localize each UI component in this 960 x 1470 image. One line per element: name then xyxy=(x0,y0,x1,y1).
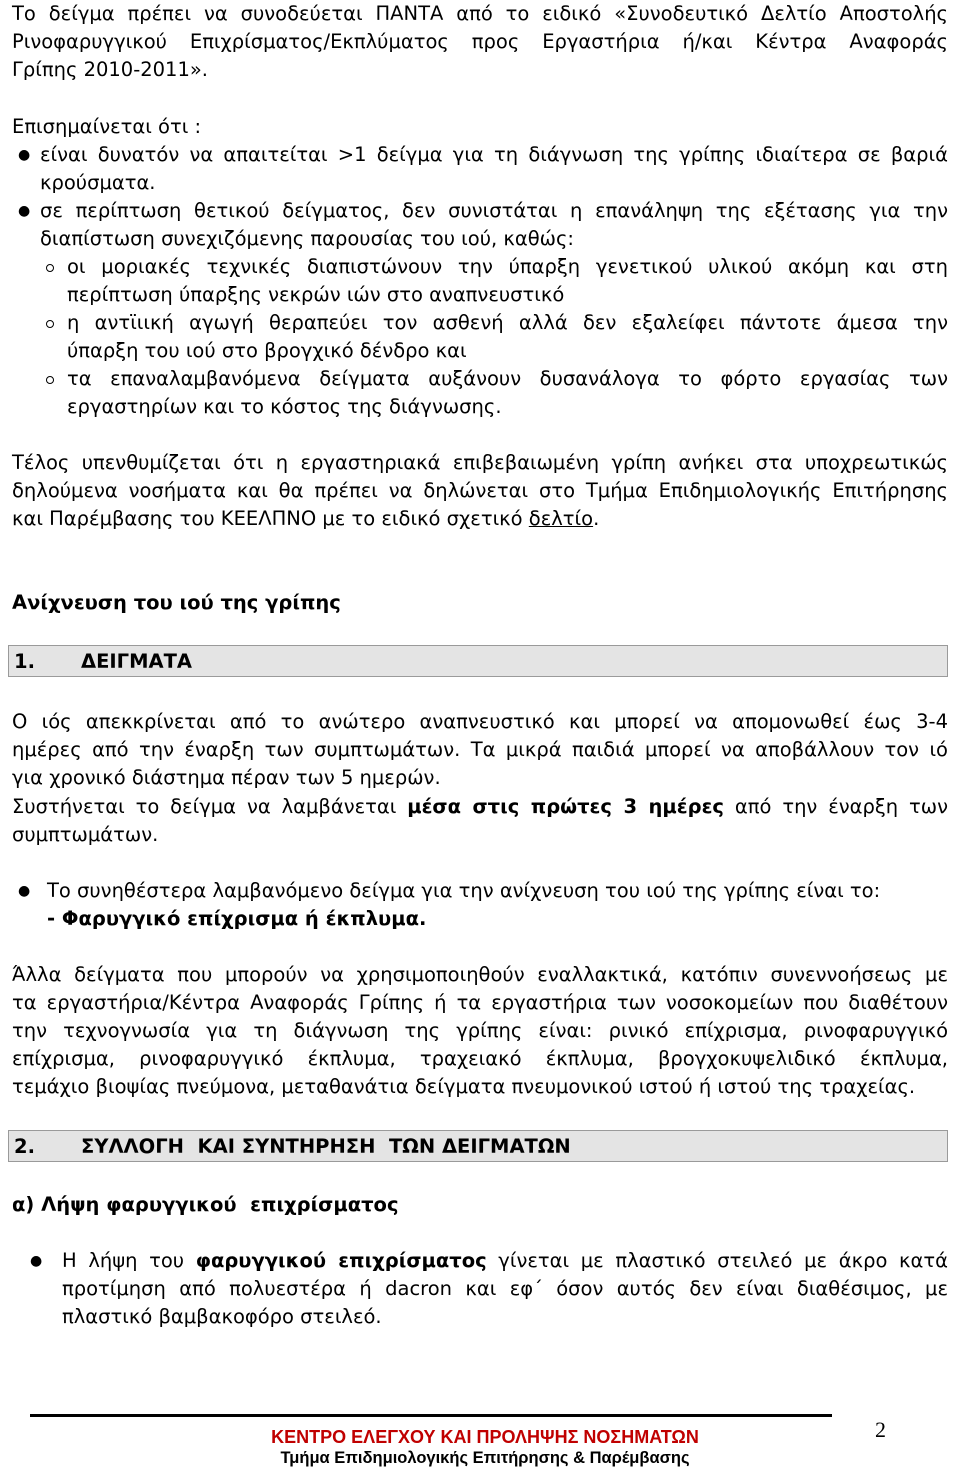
bullet-line: Το συνηθέστερα λαμβανόμενο δείγμα για την ανίχνευση του ιού της γρίπης είναι το: xyxy=(47,879,881,902)
bullet-icon: ● xyxy=(18,147,31,163)
bullet-icon: ● xyxy=(30,1253,43,1269)
paragraph-line: Ο ιός απεκκρίνεται από το ανώτερο αναπνευστικό και μπορεί να απομονωθεί έως 3-4 xyxy=(12,710,948,733)
bullet-line: πλαστικό βαμβακοφόρο στειλεό. xyxy=(62,1305,382,1328)
paragraph-line: τα εργαστήρια/Κέντρα Αναφοράς Γρίπης ή τα εργαστήρια των νοσοκομείων που διαθέτουν xyxy=(12,991,948,1014)
reminder-text: . xyxy=(593,507,600,530)
reminder-line: δηλούμενα νοσήματα και θα πρέπει να δηλώνεται στο Τμήμα Επιδημιολογικής Επιτήρησης xyxy=(12,479,948,502)
sub-bullet: περίπτωση ύπαρξης νεκρών ιών στο αναπνευστικό xyxy=(67,283,565,306)
sub-bullet: εργαστηρίων και το κόστος της διάγνωσης. xyxy=(67,395,502,418)
sub-bullet: τα επαναλαμβανόμενα δείγματα αυξάνουν δυσανάλογα το φόρτο εργασίας των xyxy=(67,367,948,390)
notice-heading: Επισημαίνεται ότι : xyxy=(12,115,202,138)
sub-bullet: η αντϊιική αγωγή θεραπεύει τον ασθενή αλλά δεν εξαλείφει πάντοτε άμεσα την xyxy=(67,311,948,334)
notice-bullet: διαπίστωση συνεχιζόμενης παρουσίας του ιού, καθώς: xyxy=(40,227,575,250)
bullet-line-bold: - Φαρυγγικό επίχρισμα ή έκπλυμα. xyxy=(47,907,427,930)
paragraph-text: από την έναρξη των xyxy=(724,795,948,818)
paragraph-line: συμπτωμάτων. xyxy=(12,823,159,846)
section-heading: ΔΕΙΓΜΑΤΑ xyxy=(81,650,192,673)
intro-line: Ρινοφαρυγγικού Επιχρίσματος/Εκπλύματος προς Εργαστήρια ή/και Κέντρα Αναφοράς xyxy=(12,30,948,53)
reminder-text: και Παρέμβασης του ΚΕΕΛΠΝΟ με το ειδικό σχετικό xyxy=(12,507,529,530)
reminder-line xyxy=(12,507,599,531)
reminder-line: Τέλος υπενθυμίζεται ότι η εργαστηριακά επιβεβαιωμένη γρίπη ανήκει στα υποχρεωτικώς xyxy=(12,451,948,474)
paragraph-line xyxy=(12,795,948,819)
page-number: 2 xyxy=(875,1417,886,1442)
section-2-header xyxy=(8,1130,948,1162)
form-link[interactable]: δελτίο xyxy=(528,507,594,530)
paragraph-line: την τεχνογνωσία για τη διάγνωση της γρίπης είναι: ρινικό επίχρισμα, ρινοφαρυγγικό xyxy=(12,1019,948,1042)
circle-bullet-icon xyxy=(46,376,54,384)
paragraph-line: τεμάχιο βιοψίας πνεύμονα, μεταθανάτια δείγματα πνευμονικού ιστού ή ιστού της τραχείας. xyxy=(12,1075,916,1098)
section-1-header xyxy=(8,645,948,677)
emphasis-text: φαρυγγικού επιχρίσματος xyxy=(195,1249,487,1272)
footer-department: Τμήμα Επιδημιολογικής Επιτήρησης & Παρέμβασης xyxy=(280,1449,690,1467)
sub-bullet: οι μοριακές τεχνικές διαπιστώνουν την ύπαρξη γενετικού υλικού ακόμη και στη xyxy=(67,255,948,278)
intro-line: Γρίπης 2010-2011». xyxy=(12,58,208,81)
paragraph-line: για χρονικό διάστημα πέραν των 5 ημερών. xyxy=(12,766,441,789)
bullet-icon: ● xyxy=(18,203,31,219)
notice-bullet: είναι δυνατόν να απαιτείται >1 δείγμα για τη διάγνωση της γρίπης ιδιαίτερα σε βαριά xyxy=(40,143,948,166)
section-number: 2. xyxy=(14,1135,35,1158)
paragraph-line: Άλλα δείγματα που μπορούν να χρησιμοποιηθούν εναλλακτικά, κατόπιν συνεννοήσεως με xyxy=(12,963,948,986)
sub-bullet: ύπαρξη του ιού στο βρογχικό δένδρο και xyxy=(67,339,467,362)
bullet-line xyxy=(62,1249,948,1273)
section-title: Ανίχνευση του ιού της γρίπης xyxy=(12,591,341,614)
paragraph-line: επίχρισμα, ρινοφαρυγγικό έκπλυμα, τραχειακό έκπλυμα, βρογχοκυψελιδικό έκπλυμα, xyxy=(12,1047,948,1070)
section-heading: ΣΥΛΛΟΓΗ ΚΑΙ ΣΥΝΤΗΡΗΣΗ ΤΩΝ ΔΕΙΓΜΑΤΩΝ xyxy=(81,1135,571,1158)
bullet-text: Η λήψη του xyxy=(62,1249,196,1272)
intro-line: Το δείγμα πρέπει να συνοδεύεται ΠΑΝΤΑ από το ειδικό «Συνοδευτικό Δελτίο Αποστολής xyxy=(12,2,948,25)
paragraph-line: ημέρες από την έναρξη των συμπτωμάτων. Τα μικρά παιδιά μπορεί να αποβάλλουν τον ιό xyxy=(12,738,948,761)
notice-bullet: σε περίπτωση θετικού δείγματος, δεν συνιστάται η επανάληψη της εξέτασης για την xyxy=(40,199,948,222)
circle-bullet-icon xyxy=(46,264,54,272)
footer-rule xyxy=(30,1414,832,1417)
subsection-title: α) Λήψη φαρυγγικού επιχρίσματος xyxy=(12,1193,399,1216)
bullet-line: προτίμηση από πολυεστέρα ή dacron και εφ΄ όσον αυτός δεν είναι διαθέσιμος, με xyxy=(62,1277,948,1300)
bullet-text: γίνεται με πλαστικό στειλεό με άκρο κατά xyxy=(486,1249,948,1272)
notice-bullet: κρούσματα. xyxy=(40,171,156,194)
emphasis-text: μέσα στις πρώτες 3 ημέρες xyxy=(407,795,724,818)
paragraph-text: Συστήνεται το δείγμα να λαμβάνεται xyxy=(12,795,408,818)
circle-bullet-icon xyxy=(46,320,54,328)
bullet-icon: ● xyxy=(18,883,31,899)
section-number: 1. xyxy=(14,650,35,673)
footer-organization: ΚΕΝΤΡΟ ΕΛΕΓΧΟΥ ΚΑΙ ΠΡΟΛΗΨΗΣ ΝΟΣΗΜΑΤΩΝ xyxy=(271,1427,699,1447)
